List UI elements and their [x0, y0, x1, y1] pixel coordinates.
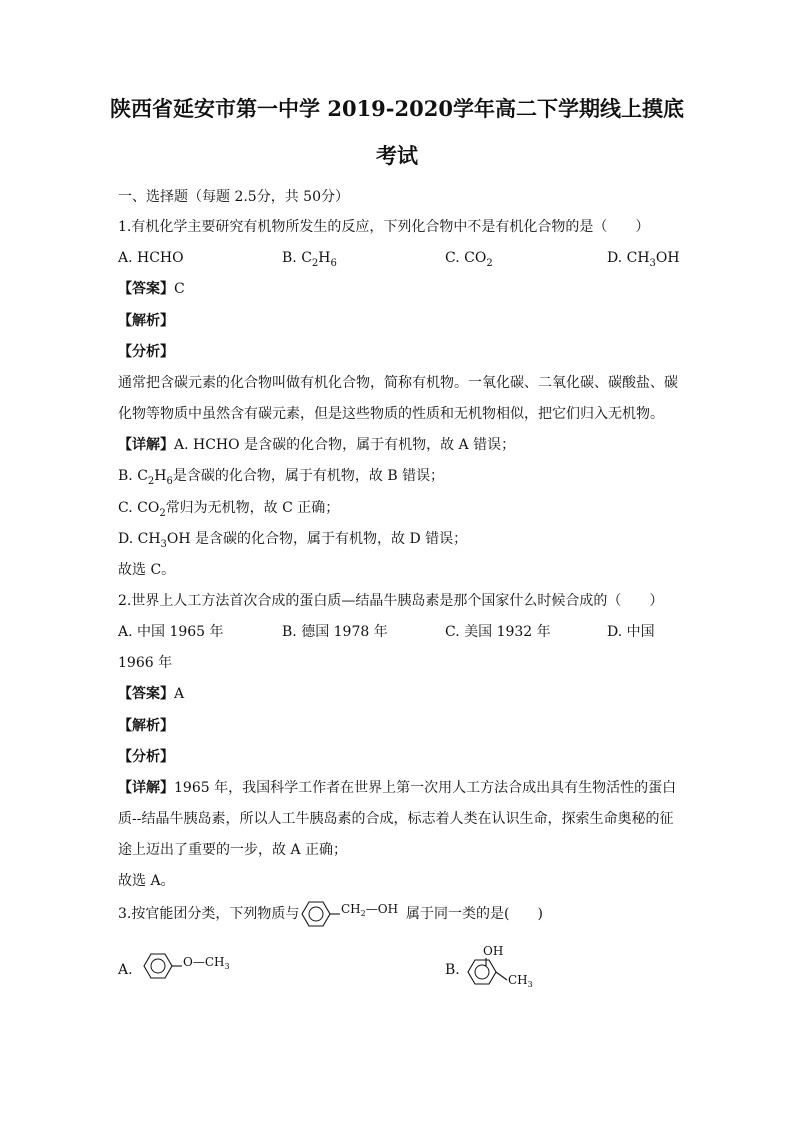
q2-answer: 【答案】A	[118, 686, 185, 702]
anisole-structure	[140, 950, 240, 982]
q2-fenxi-label: 【分析】	[118, 749, 174, 765]
q2-option-d: D. 中国	[607, 624, 655, 640]
q2-detail-line3: 途上迈出了重要的一步，故 A 正确；	[118, 842, 348, 858]
benzyl-alcohol-structure	[298, 898, 408, 930]
q1-detail-b: B. $C_2H_6$是含碳的化合物，属于有机物，故 B 错误；	[118, 468, 445, 487]
q1-answer: 【答案】C	[118, 281, 185, 297]
q1-option-d: D. $CH_3OH$	[607, 250, 680, 269]
q3-option-a-label: A.	[118, 962, 133, 978]
q2-detail-line1: 【详解】1965 年，我国科学工作者在世界上第一次用人工方法合成出具有生物活性的蛋白	[118, 780, 677, 796]
q3-option-b-label: B.	[445, 962, 460, 978]
q2-option-d-continued: 1966 年	[118, 655, 173, 671]
svg-text:CH3: $CH_3$	[508, 973, 533, 989]
q1-option-a: A. HCHO	[118, 250, 184, 266]
q1-option-b: B. $C_2H_6$	[282, 250, 337, 269]
svg-text:CH2—OH: $CH_2—OH$	[341, 902, 399, 918]
q2-stem: 2.世界上人工方法首次合成的蛋白质—结晶牛胰岛素是那个国家什么时候合成的（ ）	[118, 593, 664, 609]
q1-stem: 1.有机化学主要研究有机物所发生的反应，下列化合物中不是有机化合物的是（ ）	[118, 219, 650, 235]
section-heading: 一、选择题（每题 2.5分，共 50分）	[118, 189, 349, 205]
q2-option-c: C. 美国 1932 年	[445, 624, 551, 640]
q3-stem-part1: 3.按官能团分类，下列物质与	[118, 906, 300, 922]
q1-detail-a: 【详解】A. HCHO 是含碳的化合物，属于有机物，故 A 错误；	[118, 437, 516, 453]
q2-option-b: B. 德国 1978 年	[282, 624, 388, 640]
document-title-line2: 考试	[376, 143, 418, 168]
svg-text:O—CH3: $O—CH_3$	[183, 955, 230, 971]
q1-analysis-line1: 通常把含碳元素的化合物叫做有机化合物，简称有机物。一氧化碳、二氧化碳、碳酸盐、碳	[118, 375, 678, 391]
q1-conclusion: 故选 C。	[118, 562, 176, 578]
q3-stem-part2: 属于同一类的是( )	[406, 906, 543, 922]
svg-text:OH: OH	[483, 944, 504, 958]
q1-fenxi-label: 【分析】	[118, 344, 174, 360]
q2-option-a: A. 中国 1965 年	[118, 624, 224, 640]
q2-jiexi-label: 【解析】	[118, 718, 174, 734]
q1-analysis-line2: 化物等物质中虽然含有碳元素，但是这些物质的性质和无机物相似，把它们归入无机物。	[118, 406, 664, 422]
q1-option-c: C. $CO_2$	[445, 250, 493, 269]
document-title-line1: 陕西省延安市第一中学 2019-2020学年高二下学期线上摸底	[110, 96, 684, 121]
q1-detail-d: D. $CH_3OH$ 是含碳的化合物，属于有机物，故 D 错误；	[118, 531, 468, 550]
q1-detail-c: C. $CO_2$常归为无机物，故 C 正确；	[118, 500, 340, 519]
q2-detail-line2: 质--结晶牛胰岛素，所以人工牛胰岛素的合成，标志着人类在认识生命，探索生命奥秘的征	[118, 811, 674, 827]
q2-conclusion: 故选 A。	[118, 873, 175, 889]
o-cresol-structure	[462, 942, 552, 994]
q1-jiexi-label: 【解析】	[118, 313, 174, 329]
